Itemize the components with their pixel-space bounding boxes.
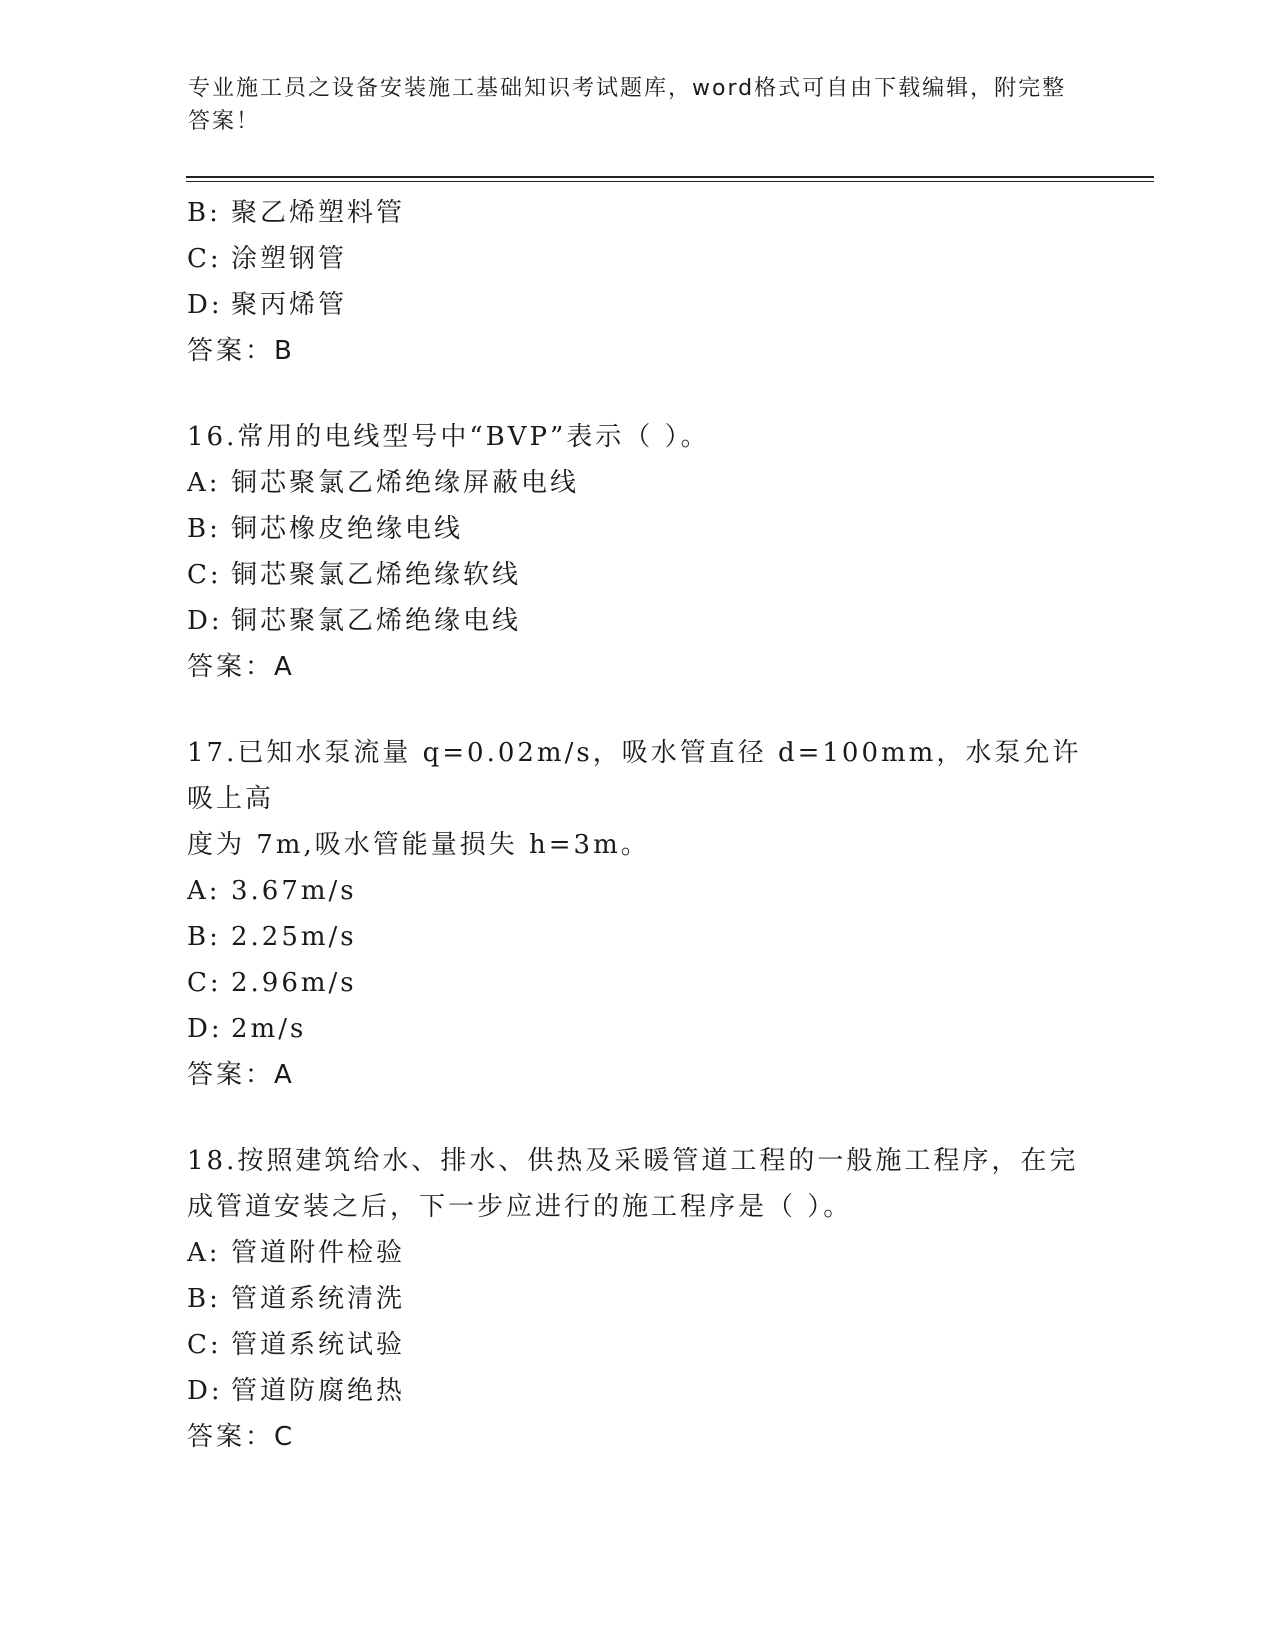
option-text: 铜芯聚氯乙烯绝缘软线 (231, 560, 522, 590)
option-b (187, 190, 1087, 236)
answer-line: 答案：C (187, 1422, 296, 1452)
option-text: 铜芯聚氯乙烯绝缘电线 (231, 606, 522, 636)
option-letter: B: (187, 922, 221, 952)
option-letter: C: (187, 968, 222, 998)
option-letter: C: (187, 560, 222, 590)
option-c (187, 552, 1087, 598)
question-17 (187, 730, 1087, 1098)
question-stem-line-1: 17.已知水泵流量 q=0.02m/s，吸水管直径 d=100mm，水泵允许吸上高 (187, 738, 1082, 814)
option-text: 管道防腐绝热 (231, 1376, 406, 1406)
option-text: 2.96m/s (231, 968, 357, 998)
option-letter: A: (187, 876, 221, 906)
question-15-tail (187, 190, 1087, 374)
option-text: 2.25m/s (231, 922, 357, 952)
option-letter: A: (187, 468, 221, 498)
question-stem: 16.常用的电线型号中“BVP”表示（ ）。 (187, 422, 710, 452)
option-text: 管道系统试验 (231, 1330, 406, 1360)
question-list (187, 190, 1087, 1460)
option-b (187, 1276, 1087, 1322)
option-text: 2m/s (231, 1014, 307, 1044)
option-letter: B: (187, 514, 221, 544)
option-c (187, 236, 1087, 282)
question-stem-line-1: 18.按照建筑给水、排水、供热及采暖管道工程的一般施工程序，在完 (187, 1146, 1079, 1176)
question-stem-line-2: 度为 7m,吸水管能量损失 h=3m。 (187, 830, 650, 860)
option-letter: B: (187, 198, 221, 228)
option-a (187, 1230, 1087, 1276)
option-d (187, 1006, 1087, 1052)
option-letter: D: (187, 1376, 223, 1406)
header-divider (186, 176, 1154, 178)
option-text: 聚乙烯塑料管 (231, 198, 406, 228)
option-a (187, 868, 1087, 914)
option-letter: D: (187, 1014, 223, 1044)
option-b (187, 914, 1087, 960)
option-letter: D: (187, 290, 223, 320)
question-16 (187, 414, 1087, 690)
header-divider-thin (186, 181, 1154, 182)
page-header (188, 72, 1068, 138)
option-letter: B: (187, 1284, 221, 1314)
option-text: 铜芯橡皮绝缘电线 (231, 514, 464, 544)
option-text: 管道系统清洗 (231, 1284, 406, 1314)
question-18 (187, 1138, 1087, 1460)
option-b (187, 506, 1087, 552)
option-c (187, 1322, 1087, 1368)
option-d (187, 598, 1087, 644)
option-text: 涂塑钢管 (231, 244, 348, 274)
header-title: 专业施工员之设备安装施工基础知识考试题库，word格式可自由下载编辑，附完整答案！ (188, 76, 1067, 134)
option-letter: A: (187, 1238, 221, 1268)
option-c (187, 960, 1087, 1006)
option-a (187, 460, 1087, 506)
answer-line: 答案：A (187, 1060, 295, 1090)
option-letter: D: (187, 606, 223, 636)
option-text: 管道附件检验 (231, 1238, 406, 1268)
option-text: 聚丙烯管 (231, 290, 348, 320)
answer-line: 答案：A (187, 652, 295, 682)
option-text: 铜芯聚氯乙烯绝缘屏蔽电线 (231, 468, 580, 498)
option-d (187, 1368, 1087, 1414)
answer-line: 答案：B (187, 336, 295, 366)
option-letter: C: (187, 1330, 222, 1360)
option-letter: C: (187, 244, 222, 274)
option-text: 3.67m/s (231, 876, 357, 906)
question-stem-line-2: 成管道安装之后，下一步应进行的施工程序是（ ）。 (187, 1192, 853, 1222)
option-d (187, 282, 1087, 328)
